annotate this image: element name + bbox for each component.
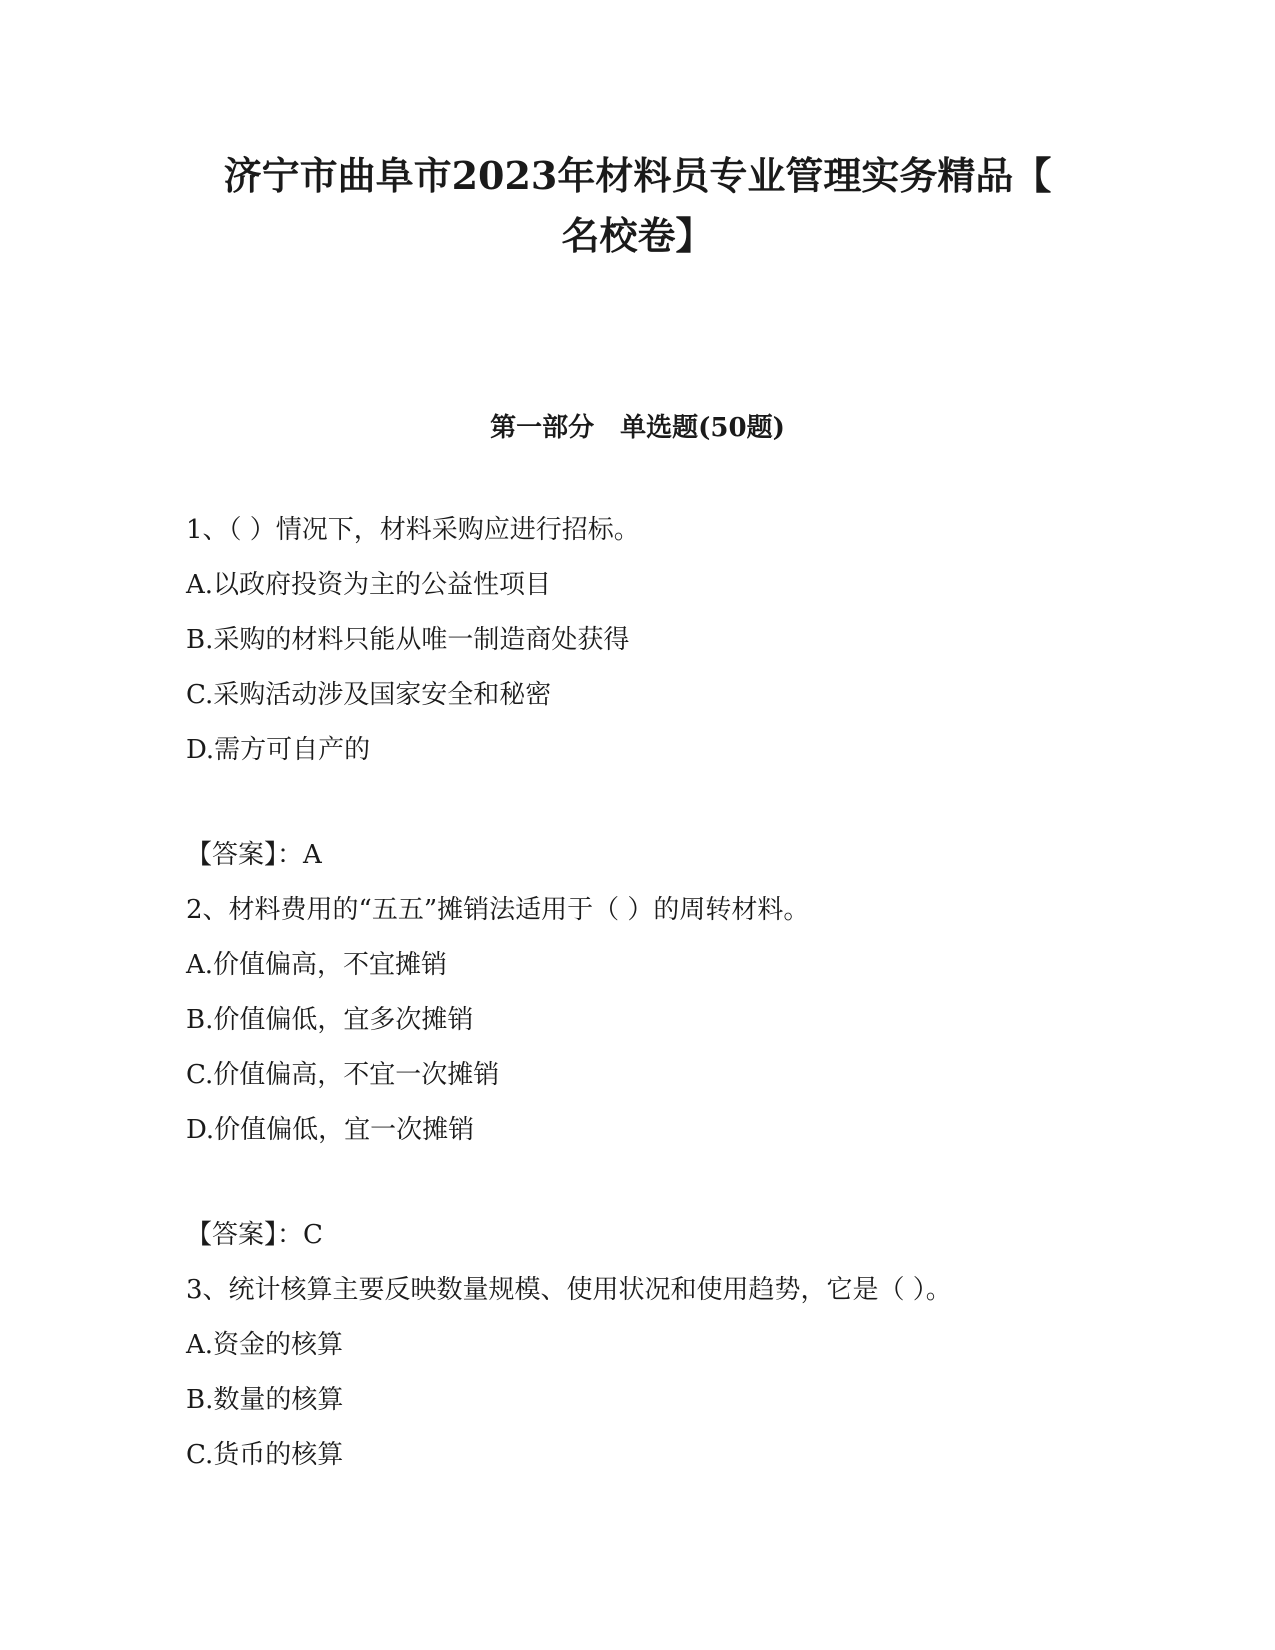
question-1-option-b: B.采购的材料只能从唯一制造商处获得 xyxy=(186,625,630,655)
document-title xyxy=(150,146,1125,266)
question-1-option-d: D.需方可自产的 xyxy=(186,735,371,765)
question-3-option-c: C.货币的核算 xyxy=(186,1440,344,1470)
question-1 xyxy=(186,503,1086,883)
question-2-stem: 2、材料费用的“五五”摊销法适用于（ ）的周转材料。 xyxy=(186,895,810,925)
title-line-1: 济宁市曲阜市2023年材料员专业管理实务精品【 xyxy=(223,153,1052,198)
question-1-stem: 1、（ ）情况下，材料采购应进行招标。 xyxy=(186,515,640,545)
question-3-option-a: A.资金的核算 xyxy=(186,1330,344,1360)
question-2-option-c: C.价值偏高，不宜一次摊销 xyxy=(186,1060,500,1090)
section-title: 第一部分 单选题(50题) xyxy=(490,413,785,443)
question-2-answer: 【答案】：C xyxy=(186,1220,323,1250)
question-list xyxy=(186,503,1086,1483)
question-3-option-b: B.数量的核算 xyxy=(186,1385,344,1415)
question-2-option-a: A.价值偏高，不宜摊销 xyxy=(186,950,448,980)
question-3-stem: 3、统计核算主要反映数量规模、使用状况和使用趋势，它是（ ）。 xyxy=(186,1275,952,1305)
question-1-option-c: C.采购活动涉及国家安全和秘密 xyxy=(186,680,552,710)
title-line-2: 名校卷】 xyxy=(561,213,714,258)
question-1-answer: 【答案】：A xyxy=(186,840,322,870)
question-2-option-b: B.价值偏低，宜多次摊销 xyxy=(186,1005,474,1035)
question-1-option-a: A.以政府投资为主的公益性项目 xyxy=(186,570,552,600)
question-3 xyxy=(186,1263,1086,1483)
question-2 xyxy=(186,883,1086,1263)
question-2-option-d: D.价值偏低，宜一次摊销 xyxy=(186,1115,475,1145)
